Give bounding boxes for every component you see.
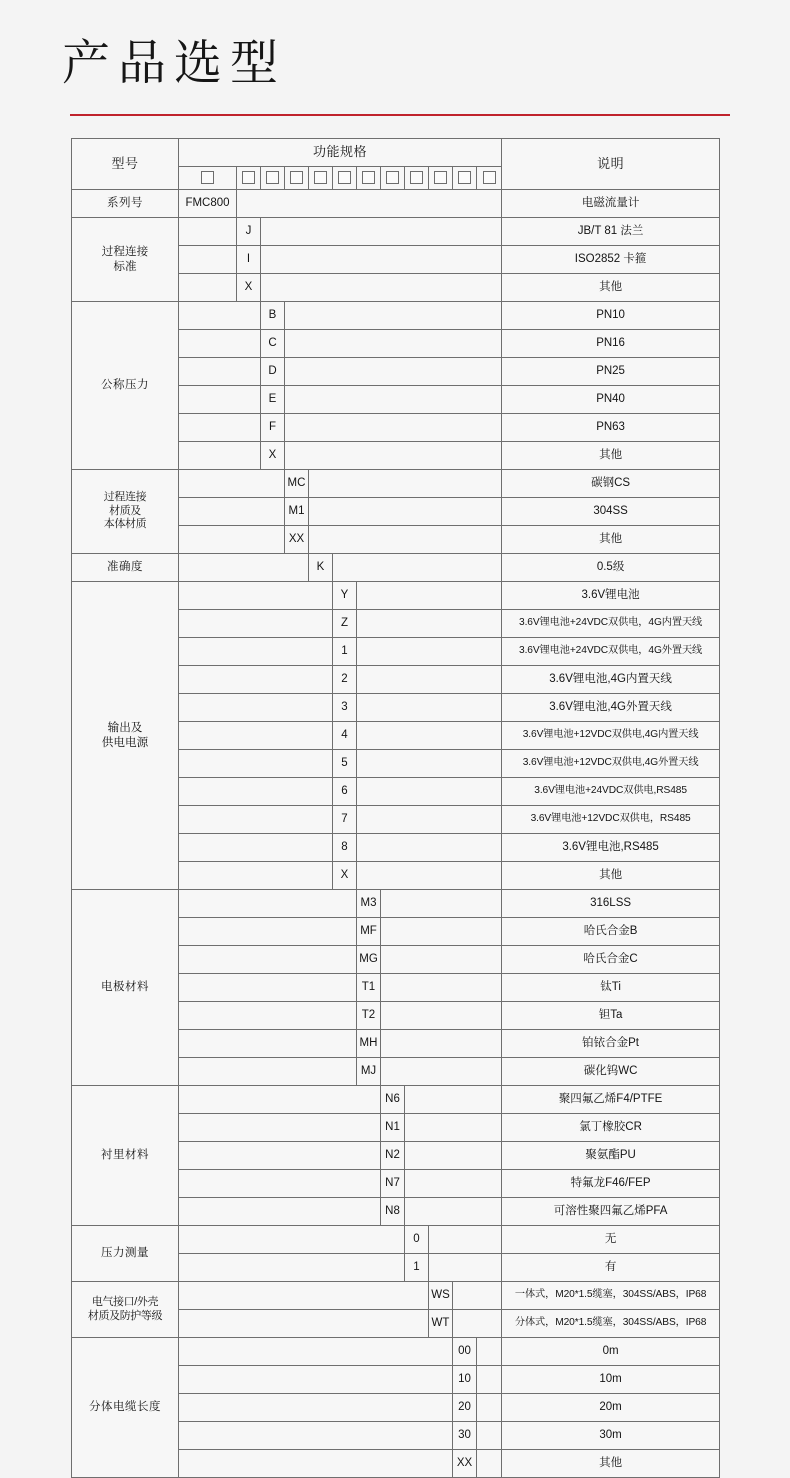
spacer-cell-left: [179, 694, 333, 722]
code-cell-2-5[interactable]: X: [261, 442, 285, 470]
description-cell-1-1: ISO2852 卡箍: [502, 246, 720, 274]
code-cell-5-2[interactable]: 1: [333, 638, 357, 666]
spacer-cell-right: [405, 1170, 502, 1198]
spacer-cell-right: [357, 610, 502, 638]
description-cell-6-2: 哈氏合金C: [502, 946, 720, 974]
description-cell-4-0: 0.5级: [502, 554, 720, 582]
spacer-cell-right: [453, 1310, 502, 1338]
spacer-cell-left: [179, 1030, 357, 1058]
spacer-cell-left: [179, 1226, 405, 1254]
spacer-cell-right: [405, 1198, 502, 1226]
spacer-cell-right: [381, 890, 502, 918]
description-cell-5-3: 3.6V锂电池,4G内置天线: [502, 666, 720, 694]
table-row: [72, 218, 720, 246]
description-cell-7-1: 氯丁橡胶CR: [502, 1114, 720, 1142]
header-model: 型号: [72, 139, 179, 190]
spacer-cell-right: [333, 554, 502, 582]
table-row: [72, 1282, 720, 1310]
checkbox-cell-7[interactable]: [405, 167, 429, 190]
spacer-cell-left: [179, 1002, 357, 1030]
empty-checkbox-icon[interactable]: [386, 171, 399, 184]
code-cell-5-5[interactable]: 4: [333, 722, 357, 750]
spacer-cell-left: [179, 274, 237, 302]
spacer-cell-right: [357, 666, 502, 694]
description-cell-5-1: 3.6V锂电池+24VDC双供电，4G内置天线: [502, 610, 720, 638]
empty-checkbox-icon[interactable]: [483, 171, 496, 184]
spacer-cell-right: [381, 1058, 502, 1086]
code-cell-10-0[interactable]: 00: [453, 1338, 477, 1366]
description-cell-7-0: 聚四氟乙烯F4/PTFE: [502, 1086, 720, 1114]
spacer-cell-right: [381, 1002, 502, 1030]
description-cell-10-2: 20m: [502, 1394, 720, 1422]
code-cell-9-0[interactable]: WS: [429, 1282, 453, 1310]
code-cell-2-2[interactable]: D: [261, 358, 285, 386]
spacer-cell-right: [285, 442, 502, 470]
spacer-cell-right: [261, 218, 502, 246]
description-cell-7-4: 可溶性聚四氟乙烯PFA: [502, 1198, 720, 1226]
code-cell-2-0[interactable]: B: [261, 302, 285, 330]
table-row: [72, 1086, 720, 1114]
description-cell-8-1: 有: [502, 1254, 720, 1282]
code-cell-model[interactable]: FMC800: [179, 190, 237, 218]
table-row: [72, 890, 720, 918]
spacer-cell-left: [179, 218, 237, 246]
spacer-cell-left: [179, 1058, 357, 1086]
page-title: 产品选型: [62, 37, 287, 90]
spacer-cell-right: [357, 638, 502, 666]
spacer-cell-left: [179, 582, 333, 610]
description-cell-3-2: 其他: [502, 526, 720, 554]
empty-checkbox-icon[interactable]: [266, 171, 279, 184]
code-cell-6-2[interactable]: MG: [357, 946, 381, 974]
spacer-cell-left: [179, 554, 309, 582]
spacer-cell-left: [179, 1254, 405, 1282]
spacer-cell: [237, 190, 502, 218]
spacer-cell-left: [179, 946, 357, 974]
table-row: [72, 582, 720, 610]
description-cell-7-3: 特氟龙F46/FEP: [502, 1170, 720, 1198]
spacer-cell-right: [477, 1338, 502, 1366]
description-cell-1-0: JB/T 81 法兰: [502, 218, 720, 246]
table-header-row: [72, 139, 720, 167]
spacer-cell-right: [405, 1142, 502, 1170]
description-cell-6-1: 哈氏合金B: [502, 918, 720, 946]
code-cell-6-4[interactable]: T2: [357, 1002, 381, 1030]
spacer-cell-left: [179, 890, 357, 918]
empty-checkbox-icon[interactable]: [314, 171, 327, 184]
description-cell-2-2: PN25: [502, 358, 720, 386]
spacer-cell-left: [179, 330, 261, 358]
spacer-cell-right: [381, 946, 502, 974]
checkbox-cell-1[interactable]: [261, 167, 285, 190]
spacer-cell-right: [477, 1394, 502, 1422]
code-cell-7-0[interactable]: N6: [381, 1086, 405, 1114]
table-row: [72, 554, 720, 582]
code-cell-1-0[interactable]: J: [237, 218, 261, 246]
spacer-cell-left: [179, 750, 333, 778]
code-cell-3-1[interactable]: M1: [285, 498, 309, 526]
table-row: [72, 1338, 720, 1366]
spacer-cell-right: [285, 386, 502, 414]
empty-checkbox-icon[interactable]: [338, 171, 351, 184]
description-cell-5-2: 3.6V锂电池+24VDC双供电，4G外置天线: [502, 638, 720, 666]
code-cell-4-0[interactable]: K: [309, 554, 333, 582]
code-cell-5-1[interactable]: Z: [333, 610, 357, 638]
description-cell-10-4: 其他: [502, 1450, 720, 1478]
spacer-cell-left: [179, 442, 261, 470]
code-cell-10-2[interactable]: 20: [453, 1394, 477, 1422]
spacer-cell-right: [309, 526, 502, 554]
description-cell-6-6: 碳化钨WC: [502, 1058, 720, 1086]
description-cell-2-1: PN16: [502, 330, 720, 358]
code-cell-5-6[interactable]: 5: [333, 750, 357, 778]
spacer-cell-left: [179, 1114, 381, 1142]
description-cell-6-0: 316LSS: [502, 890, 720, 918]
code-cell-7-2[interactable]: N2: [381, 1142, 405, 1170]
code-cell-8-0[interactable]: 0: [405, 1226, 429, 1254]
product-selection-table: [71, 138, 720, 1478]
code-cell-5-0[interactable]: Y: [333, 582, 357, 610]
code-cell-10-1[interactable]: 10: [453, 1366, 477, 1394]
spacer-cell-left: [179, 1086, 381, 1114]
spacer-cell-left: [179, 666, 333, 694]
checkbox-cell-6[interactable]: [381, 167, 405, 190]
spacer-cell-left: [179, 246, 237, 274]
spacer-cell-right: [429, 1226, 502, 1254]
spacer-cell-left: [179, 918, 357, 946]
spacer-cell-right: [405, 1114, 502, 1142]
spacer-cell-right: [357, 806, 502, 834]
spacer-cell-left: [179, 1282, 429, 1310]
spacer-cell-left: [179, 1170, 381, 1198]
description-cell-5-5: 3.6V锂电池+12VDC双供电,4G内置天线: [502, 722, 720, 750]
spacer-cell-right: [357, 778, 502, 806]
empty-checkbox-icon[interactable]: [434, 171, 447, 184]
header-description: 说明: [502, 139, 720, 190]
code-cell-8-1[interactable]: 1: [405, 1254, 429, 1282]
description-cell-7-2: 聚氨酯PU: [502, 1142, 720, 1170]
description-cell-2-3: PN40: [502, 386, 720, 414]
section-label-10: 分体电缆长度: [72, 1338, 179, 1478]
code-cell-5-7[interactable]: 6: [333, 778, 357, 806]
spacer-cell-left: [179, 974, 357, 1002]
spacer-cell-left: [179, 1338, 453, 1366]
spacer-cell-right: [405, 1086, 502, 1114]
page-header: [0, 0, 790, 116]
selection-table-body: [72, 139, 720, 1478]
spacer-cell-right: [357, 834, 502, 862]
spacer-cell-right: [357, 862, 502, 890]
description-cell-5-0: 3.6V锂电池: [502, 582, 720, 610]
spacer-cell-right: [285, 302, 502, 330]
code-cell-9-1[interactable]: WT: [429, 1310, 453, 1338]
description-cell-2-0: PN10: [502, 302, 720, 330]
spacer-cell-right: [381, 974, 502, 1002]
section-label-0: 系列号: [72, 190, 179, 218]
checkbox-cell-2[interactable]: [285, 167, 309, 190]
code-cell-7-1[interactable]: N1: [381, 1114, 405, 1142]
section-label-9: 电气接口/外壳 材质及防护等级: [72, 1282, 179, 1338]
spacer-cell-left: [179, 526, 285, 554]
spacer-cell-left: [179, 1394, 453, 1422]
table-row: [72, 190, 720, 218]
code-cell-6-6[interactable]: MJ: [357, 1058, 381, 1086]
spacer-cell-right: [285, 414, 502, 442]
spacer-cell-right: [285, 358, 502, 386]
spacer-cell-left: [179, 470, 285, 498]
code-cell-2-4[interactable]: F: [261, 414, 285, 442]
spacer-cell-left: [179, 638, 333, 666]
spacer-cell-right: [357, 750, 502, 778]
checkbox-cell-8[interactable]: [429, 167, 453, 190]
code-cell-10-4[interactable]: XX: [453, 1450, 477, 1478]
code-cell-7-3[interactable]: N7: [381, 1170, 405, 1198]
checkbox-cell-3[interactable]: [309, 167, 333, 190]
checkbox-cell-5[interactable]: [357, 167, 381, 190]
table-row: [72, 302, 720, 330]
code-cell-2-3[interactable]: E: [261, 386, 285, 414]
section-label-5: 输出及 供电电源: [72, 582, 179, 890]
empty-checkbox-icon[interactable]: [242, 171, 255, 184]
code-cell-6-0[interactable]: M3: [357, 890, 381, 918]
spacer-cell-left: [179, 358, 261, 386]
description-cell-3-1: 304SS: [502, 498, 720, 526]
description-cell-9-0: 一体式，M20*1.5缆塞，304SS/ABS，IP68: [502, 1282, 720, 1310]
table-row: [72, 1226, 720, 1254]
spacer-cell-left: [179, 1198, 381, 1226]
code-cell-7-4[interactable]: N8: [381, 1198, 405, 1226]
description-cell-6-5: 铂铱合金Pt: [502, 1030, 720, 1058]
code-cell-5-3[interactable]: 2: [333, 666, 357, 694]
spacer-cell-right: [261, 274, 502, 302]
section-label-3: 过程连接 材质及 本体材质: [72, 470, 179, 554]
section-label-7: 衬里材料: [72, 1086, 179, 1226]
description-cell-3-0: 碳钢CS: [502, 470, 720, 498]
description-cell-1-2: 其他: [502, 274, 720, 302]
spacer-cell-left: [179, 1366, 453, 1394]
spacer-cell-left: [179, 1142, 381, 1170]
selection-table-wrap: [0, 116, 790, 1478]
description-cell-5-6: 3.6V锂电池+12VDC双供电,4G外置天线: [502, 750, 720, 778]
section-label-2: 公称压力: [72, 302, 179, 470]
code-cell-6-1[interactable]: MF: [357, 918, 381, 946]
spacer-cell-left: [179, 1450, 453, 1478]
spacer-cell-left: [179, 862, 333, 890]
code-cell-6-3[interactable]: T1: [357, 974, 381, 1002]
spacer-cell-left: [179, 414, 261, 442]
spacer-cell-right: [357, 582, 502, 610]
description-cell-8-0: 无: [502, 1226, 720, 1254]
table-row: [72, 470, 720, 498]
description-cell-5-10: 其他: [502, 862, 720, 890]
checkbox-cell-0[interactable]: [237, 167, 261, 190]
section-label-8: 压力测量: [72, 1226, 179, 1282]
description-cell-0-0: 电磁流量计: [502, 190, 720, 218]
code-cell-6-5[interactable]: MH: [357, 1030, 381, 1058]
description-cell-10-0: 0m: [502, 1338, 720, 1366]
section-label-4: 准确度: [72, 554, 179, 582]
code-cell-1-2[interactable]: X: [237, 274, 261, 302]
spacer-cell-right: [477, 1366, 502, 1394]
code-cell-5-9[interactable]: 8: [333, 834, 357, 862]
description-cell-5-4: 3.6V锂电池,4G外置天线: [502, 694, 720, 722]
checkbox-cell-10[interactable]: [477, 167, 502, 190]
section-label-1: 过程连接 标准: [72, 218, 179, 302]
empty-checkbox-icon[interactable]: [458, 171, 471, 184]
description-cell-2-4: PN63: [502, 414, 720, 442]
spacer-cell-right: [477, 1450, 502, 1478]
description-cell-5-7: 3.6V锂电池+24VDC双供电,RS485: [502, 778, 720, 806]
empty-checkbox-icon[interactable]: [362, 171, 375, 184]
spacer-cell-right: [261, 246, 502, 274]
empty-checkbox-icon[interactable]: [201, 171, 214, 184]
spacer-cell-right: [357, 722, 502, 750]
code-cell-5-8[interactable]: 7: [333, 806, 357, 834]
description-cell-5-9: 3.6V锂电池,RS485: [502, 834, 720, 862]
spacer-cell-left: [179, 1310, 429, 1338]
spacer-cell-right: [357, 694, 502, 722]
spacer-cell-left: [179, 722, 333, 750]
empty-checkbox-icon[interactable]: [410, 171, 423, 184]
spacer-cell-left: [179, 610, 333, 638]
spacer-cell-right: [381, 918, 502, 946]
description-cell-9-1: 分体式，M20*1.5缆塞，304SS/ABS，IP68: [502, 1310, 720, 1338]
spacer-cell-right: [309, 470, 502, 498]
spacer-cell-right: [453, 1282, 502, 1310]
code-cell-5-4[interactable]: 3: [333, 694, 357, 722]
code-cell-1-1[interactable]: I: [237, 246, 261, 274]
spacer-cell-left: [179, 302, 261, 330]
code-cell-2-1[interactable]: C: [261, 330, 285, 358]
spacer-cell-right: [309, 498, 502, 526]
code-cell-10-3[interactable]: 30: [453, 1422, 477, 1450]
code-cell-3-2[interactable]: XX: [285, 526, 309, 554]
spacer-cell-left: [179, 834, 333, 862]
spacer-cell-right: [381, 1030, 502, 1058]
spacer-cell-right: [477, 1422, 502, 1450]
spacer-cell-left: [179, 386, 261, 414]
description-cell-10-3: 30m: [502, 1422, 720, 1450]
description-cell-2-5: 其他: [502, 442, 720, 470]
spacer-cell-left: [179, 1422, 453, 1450]
empty-checkbox-icon[interactable]: [290, 171, 303, 184]
spacer-cell-right: [285, 330, 502, 358]
header-spec: 功能规格: [179, 139, 502, 167]
code-cell-3-0[interactable]: MC: [285, 470, 309, 498]
code-cell-5-10[interactable]: X: [333, 862, 357, 890]
checkbox-cell-9[interactable]: [453, 167, 477, 190]
section-label-6: 电极材料: [72, 890, 179, 1086]
checkbox-cell-4[interactable]: [333, 167, 357, 190]
description-cell-5-8: 3.6V锂电池+12VDC双供电，RS485: [502, 806, 720, 834]
spacer-cell-right: [429, 1254, 502, 1282]
spacer-cell-left: [179, 806, 333, 834]
checkbox-cell-model[interactable]: [179, 167, 237, 190]
description-cell-10-1: 10m: [502, 1366, 720, 1394]
description-cell-6-3: 钛Ti: [502, 974, 720, 1002]
spacer-cell-left: [179, 778, 333, 806]
description-cell-6-4: 钽Ta: [502, 1002, 720, 1030]
spacer-cell-left: [179, 498, 285, 526]
